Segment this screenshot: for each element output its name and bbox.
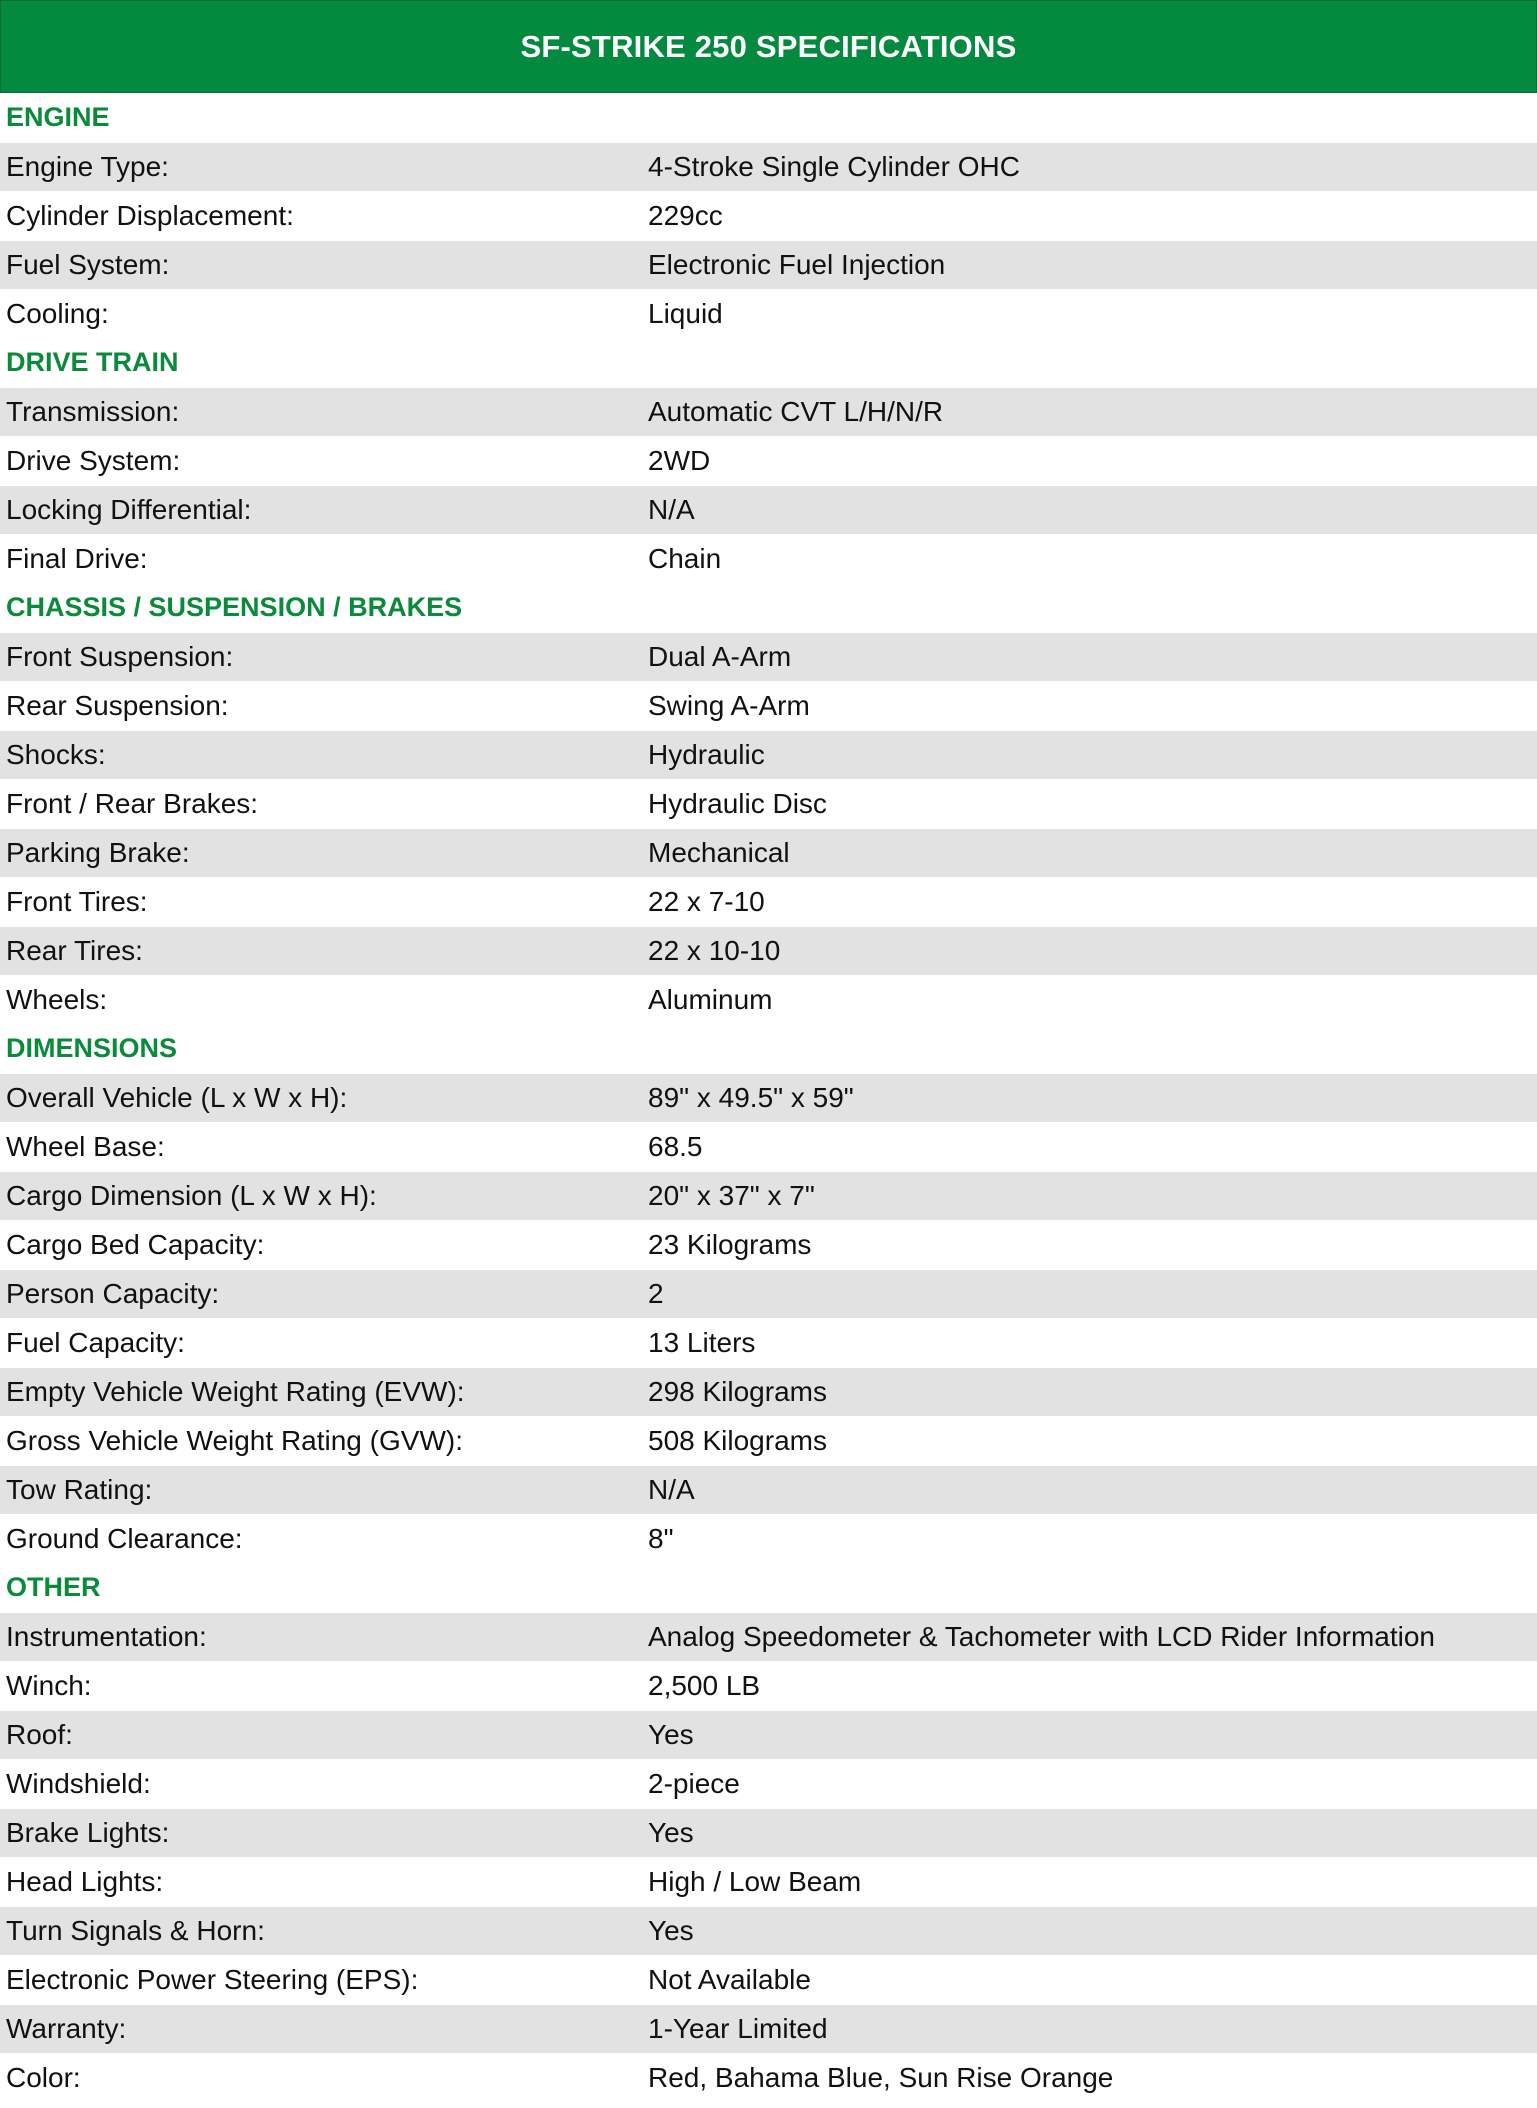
- spec-value: Hydraulic Disc: [648, 788, 827, 819]
- spec-label: Person Capacity:: [6, 1278, 220, 1309]
- spec-row: [0, 1955, 1537, 2004]
- spec-label: Front / Rear Brakes:: [6, 788, 259, 819]
- spec-value: Electronic Fuel Injection: [648, 249, 946, 280]
- spec-label: Electronic Power Steering (EPS):: [6, 1964, 419, 1995]
- section-heading: CHASSIS / SUSPENSION / BRAKES: [0, 583, 1537, 632]
- spec-value: 298 Kilograms: [648, 1376, 827, 1407]
- section-engine: [0, 93, 1537, 338]
- spec-value: Swing A-Arm: [648, 690, 810, 721]
- spec-row: [0, 1808, 1537, 1857]
- spec-title: SF-STRIKE 250 SPECIFICATIONS: [520, 28, 1017, 64]
- spec-value: 20" x 37" x 7": [648, 1180, 815, 1211]
- section-heading: DIMENSIONS: [0, 1024, 1537, 1073]
- spec-row: [0, 534, 1537, 583]
- spec-value: 508 Kilograms: [648, 1425, 827, 1456]
- spec-label: Front Tires:: [6, 886, 148, 917]
- spec-title-bar: [0, 0, 1537, 93]
- spec-row: [0, 1661, 1537, 1710]
- spec-value: 1-Year Limited: [648, 2013, 828, 2044]
- spec-row: [0, 1710, 1537, 1759]
- spec-row: [0, 1465, 1537, 1514]
- spec-label: Transmission:: [6, 396, 180, 427]
- spec-value: Automatic CVT L/H/N/R: [648, 396, 944, 427]
- spec-sections: [0, 93, 1537, 2102]
- spec-label: Winch:: [6, 1670, 92, 1701]
- spec-row: [0, 1269, 1537, 1318]
- spec-value: Dual A-Arm: [648, 641, 792, 672]
- spec-label: Parking Brake:: [6, 837, 190, 868]
- spec-value: N/A: [648, 1474, 695, 1505]
- spec-value: 68.5: [648, 1131, 703, 1162]
- spec-value: 22 x 7-10: [648, 886, 765, 917]
- spec-label: Fuel System:: [6, 249, 170, 280]
- spec-value: 4-Stroke Single Cylinder OHC: [648, 151, 1020, 182]
- spec-label: Turn Signals & Horn:: [6, 1915, 265, 1946]
- spec-value: 8": [648, 1523, 674, 1554]
- spec-row: [0, 1122, 1537, 1171]
- spec-label: Wheel Base:: [6, 1131, 165, 1162]
- spec-label: Shocks:: [6, 739, 106, 770]
- spec-label: Cargo Dimension (L x W x H):: [6, 1180, 377, 1211]
- spec-row: [0, 436, 1537, 485]
- spec-row: [0, 1612, 1537, 1661]
- spec-row: [0, 2004, 1537, 2053]
- spec-label: Tow Rating:: [6, 1474, 153, 1505]
- section-heading: OTHER: [0, 1563, 1537, 1612]
- spec-row: [0, 877, 1537, 926]
- spec-value: 23 Kilograms: [648, 1229, 812, 1260]
- section-heading: ENGINE: [0, 93, 1537, 142]
- spec-label: Color:: [6, 2062, 81, 2093]
- spec-row: [0, 730, 1537, 779]
- spec-value: Yes: [648, 1719, 694, 1750]
- spec-row: [0, 2053, 1537, 2102]
- spec-label: Warranty:: [6, 2013, 127, 2044]
- spec-row: [0, 289, 1537, 338]
- spec-label: Rear Suspension:: [6, 690, 229, 721]
- spec-value: 13 Liters: [648, 1327, 756, 1358]
- spec-row: [0, 828, 1537, 877]
- spec-label: Gross Vehicle Weight Rating (GVW):: [6, 1425, 463, 1456]
- spec-value: 22 x 10-10: [648, 935, 781, 966]
- spec-value: Yes: [648, 1817, 694, 1848]
- spec-label: Instrumentation:: [6, 1621, 207, 1652]
- spec-label: Wheels:: [6, 984, 108, 1015]
- spec-value: Mechanical: [648, 837, 790, 868]
- spec-label: Engine Type:: [6, 151, 169, 182]
- section-drive-train: [0, 338, 1537, 583]
- spec-value: Chain: [648, 543, 722, 574]
- spec-row: [0, 240, 1537, 289]
- spec-row: [0, 191, 1537, 240]
- spec-label: Cargo Bed Capacity:: [6, 1229, 265, 1260]
- spec-value: N/A: [648, 494, 695, 525]
- spec-value: 89" x 49.5" x 59": [648, 1082, 854, 1113]
- spec-label: Front Suspension:: [6, 641, 234, 672]
- spec-row: [0, 1759, 1537, 1808]
- spec-value: 229cc: [648, 200, 723, 231]
- spec-row: [0, 1514, 1537, 1563]
- spec-row: [0, 779, 1537, 828]
- spec-label: Roof:: [6, 1719, 73, 1750]
- spec-label: Head Lights:: [6, 1866, 164, 1897]
- spec-label: Drive System:: [6, 445, 181, 476]
- spec-row: [0, 681, 1537, 730]
- section-chassis-suspension-brakes: [0, 583, 1537, 1024]
- spec-row: [0, 387, 1537, 436]
- spec-row: [0, 1416, 1537, 1465]
- spec-label: Ground Clearance:: [6, 1523, 243, 1554]
- spec-row: [0, 1857, 1537, 1906]
- spec-row: [0, 926, 1537, 975]
- spec-row: [0, 1906, 1537, 1955]
- section-other: [0, 1563, 1537, 2102]
- spec-value: 2WD: [648, 445, 711, 476]
- spec-label: Empty Vehicle Weight Rating (EVW):: [6, 1376, 465, 1407]
- spec-value: Liquid: [648, 298, 723, 329]
- spec-label: Windshield:: [6, 1768, 151, 1799]
- spec-row: [0, 485, 1537, 534]
- spec-label: Fuel Capacity:: [6, 1327, 185, 1358]
- spec-label: Overall Vehicle (L x W x H):: [6, 1082, 348, 1113]
- spec-value: 2,500 LB: [648, 1670, 761, 1701]
- section-dimensions: [0, 1024, 1537, 1563]
- section-heading: DRIVE TRAIN: [0, 338, 1537, 387]
- spec-value: Aluminum: [648, 984, 773, 1015]
- spec-row: [0, 1073, 1537, 1122]
- spec-value: 2: [648, 1278, 664, 1309]
- spec-value: High / Low Beam: [648, 1866, 862, 1897]
- spec-row: [0, 1220, 1537, 1269]
- spec-row: [0, 142, 1537, 191]
- spec-row: [0, 632, 1537, 681]
- spec-label: Brake Lights:: [6, 1817, 170, 1848]
- spec-row: [0, 1171, 1537, 1220]
- spec-label: Cooling:: [6, 298, 109, 329]
- spec-label: Final Drive:: [6, 543, 148, 574]
- spec-value: Not Available: [648, 1964, 811, 1995]
- spec-label: Cylinder Displacement:: [6, 200, 294, 231]
- spec-value: 2-piece: [648, 1768, 740, 1799]
- spec-value: Red, Bahama Blue, Sun Rise Orange: [648, 2062, 1114, 2093]
- spec-label: Locking Differential:: [6, 494, 252, 525]
- spec-row: [0, 1367, 1537, 1416]
- spec-value: Analog Speedometer & Tachometer with LCD Rider Information: [648, 1621, 1435, 1652]
- spec-row: [0, 975, 1537, 1024]
- spec-label: Rear Tires:: [6, 935, 143, 966]
- spec-value: Yes: [648, 1915, 694, 1946]
- spec-row: [0, 1318, 1537, 1367]
- spec-value: Hydraulic: [648, 739, 765, 770]
